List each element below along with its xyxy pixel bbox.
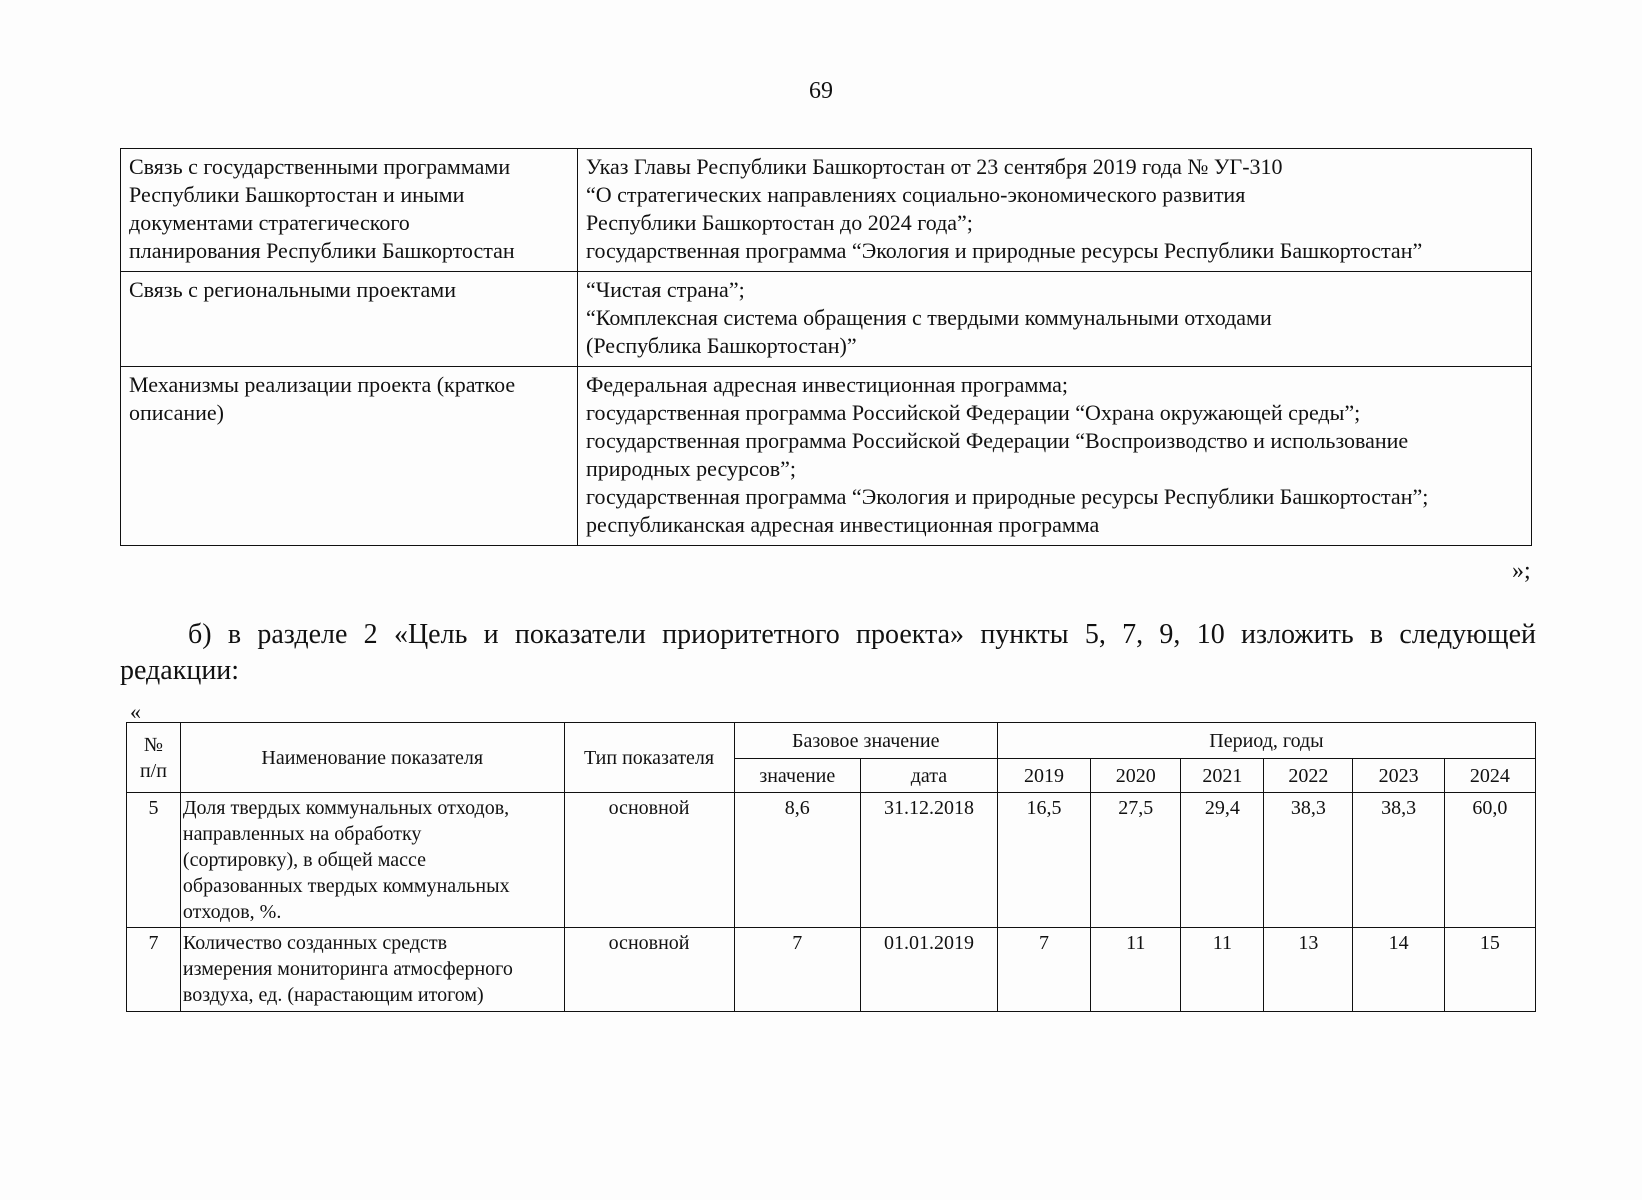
header-year-2023: 2023 xyxy=(1353,759,1444,793)
year-value-cell: 29,4 xyxy=(1181,793,1264,928)
header-number xyxy=(127,723,181,793)
passport-label-line: Механизмы реализации проекта (краткое xyxy=(129,372,516,397)
header-year-2020: 2020 xyxy=(1091,759,1181,793)
indicator-name-cell xyxy=(180,928,564,1012)
amendment-paragraph xyxy=(120,617,1536,689)
passport-label-line: Связь с региональными проектами xyxy=(129,277,456,302)
indicator-name-line: (сортировку), в общей массе xyxy=(182,849,427,871)
passport-value-line: республиканская адресная инвестиционная программа xyxy=(586,512,1100,537)
page-number: 69 xyxy=(809,78,833,104)
passport-label-cell xyxy=(121,272,578,367)
indicator-name-line: Количество созданных средств xyxy=(182,932,448,954)
header-number-line-1: № xyxy=(143,733,163,756)
header-base-value: Базовое значение xyxy=(734,723,997,759)
indicator-name-line: Доля твердых коммунальных отходов, xyxy=(182,797,510,819)
passport-label-line: документами стратегического xyxy=(129,210,410,235)
year-value-cell: 14 xyxy=(1353,928,1444,1012)
base-date-cell: 01.01.2019 xyxy=(861,928,998,1012)
passport-value-line: государственная программа Российской Федерации “Охрана окружающей среды”; xyxy=(586,400,1361,425)
indicator-name-line: направленных на обработку xyxy=(182,823,422,845)
passport-value-line: “О стратегических направлениях социально-экономического развития xyxy=(586,182,1246,207)
header-year-2021: 2021 xyxy=(1181,759,1264,793)
header-year-2022: 2022 xyxy=(1264,759,1353,793)
header-year-2019: 2019 xyxy=(997,759,1090,793)
passport-value-line: государственная программа “Экология и природные ресурсы Республики Башкортостан” xyxy=(586,238,1423,263)
passport-value-line: “Чистая страна”; xyxy=(586,277,745,302)
indicators-table xyxy=(126,722,1536,1012)
passport-value-line: Республики Башкортостан до 2024 года”; xyxy=(586,210,973,235)
passport-value-line: Указ Главы Республики Башкортостан от 23 сентября 2019 года № УГ-310 xyxy=(586,154,1283,179)
year-value-cell: 7 xyxy=(997,928,1090,1012)
passport-value-cell xyxy=(578,367,1532,546)
indicator-name-cell xyxy=(180,793,564,928)
year-value-cell: 13 xyxy=(1264,928,1353,1012)
row-number-cell: 7 xyxy=(127,928,181,1012)
row-number-cell: 5 xyxy=(127,793,181,928)
opening-quote: « xyxy=(130,699,141,724)
passport-table xyxy=(120,148,1532,546)
passport-value-line: государственная программа “Экология и природные ресурсы Республики Башкортостан”; xyxy=(586,484,1429,509)
base-value-cell: 7 xyxy=(734,928,860,1012)
indicator-name-line: отходов, %. xyxy=(182,901,282,923)
header-year-2024: 2024 xyxy=(1444,759,1535,793)
passport-label-line: планирования Республики Башкортостан xyxy=(129,238,515,263)
indicator-name-line: воздуха, ед. (нарастающим итогом) xyxy=(182,984,484,1006)
year-value-cell: 16,5 xyxy=(997,793,1090,928)
header-base-value-date: дата xyxy=(861,759,998,793)
year-value-cell: 11 xyxy=(1181,928,1264,1012)
passport-value-cell xyxy=(578,149,1532,272)
passport-value-line: природных ресурсов”; xyxy=(586,456,796,481)
paragraph-line-2: редакции: xyxy=(120,655,240,686)
passport-row xyxy=(121,272,1532,367)
passport-label-line: Республики Башкортостан и иными xyxy=(129,182,465,207)
table-row xyxy=(127,928,1536,1012)
passport-row xyxy=(121,367,1532,546)
header-base-value-value: значение xyxy=(734,759,860,793)
paragraph-line-1: б) в разделе 2 «Цель и показатели приоритетного проекта» пункты 5, 7, 9, 10 изложить в следующей xyxy=(188,619,1536,650)
year-value-cell: 27,5 xyxy=(1091,793,1181,928)
closing-quote: »; xyxy=(1512,558,1531,584)
passport-value-line: Федеральная адресная инвестиционная программа; xyxy=(586,372,1069,397)
header-period: Период, годы xyxy=(997,723,1535,759)
year-value-cell: 15 xyxy=(1444,928,1535,1012)
indicator-type-cell: основной xyxy=(564,928,734,1012)
base-date-cell: 31.12.2018 xyxy=(861,793,998,928)
passport-row xyxy=(121,149,1532,272)
header-number-line-2: п/п xyxy=(139,759,167,782)
indicator-type-cell: основной xyxy=(564,793,734,928)
passport-value-line: государственная программа Российской Федерации “Воспроизводство и использование xyxy=(586,428,1409,453)
passport-value-line: (Республика Башкортостан)” xyxy=(586,333,857,358)
table-row xyxy=(127,793,1536,928)
header-indicator-name: Наименование показателя xyxy=(180,723,564,793)
passport-value-line: “Комплексная система обращения с твердыми коммунальными отходами xyxy=(586,305,1272,330)
year-value-cell: 11 xyxy=(1091,928,1181,1012)
indicator-name-line: образованных твердых коммунальных xyxy=(182,875,510,897)
passport-label-line: описание) xyxy=(129,400,224,425)
year-value-cell: 38,3 xyxy=(1264,793,1353,928)
base-value-cell: 8,6 xyxy=(734,793,860,928)
passport-value-cell xyxy=(578,272,1532,367)
passport-label-cell xyxy=(121,149,578,272)
year-value-cell: 38,3 xyxy=(1353,793,1444,928)
header-indicator-type: Тип показателя xyxy=(564,723,734,793)
indicator-name-line: измерения мониторинга атмосферного xyxy=(182,958,513,980)
year-value-cell: 60,0 xyxy=(1444,793,1535,928)
passport-label-line: Связь с государственными программами xyxy=(129,154,511,179)
passport-label-cell xyxy=(121,367,578,546)
